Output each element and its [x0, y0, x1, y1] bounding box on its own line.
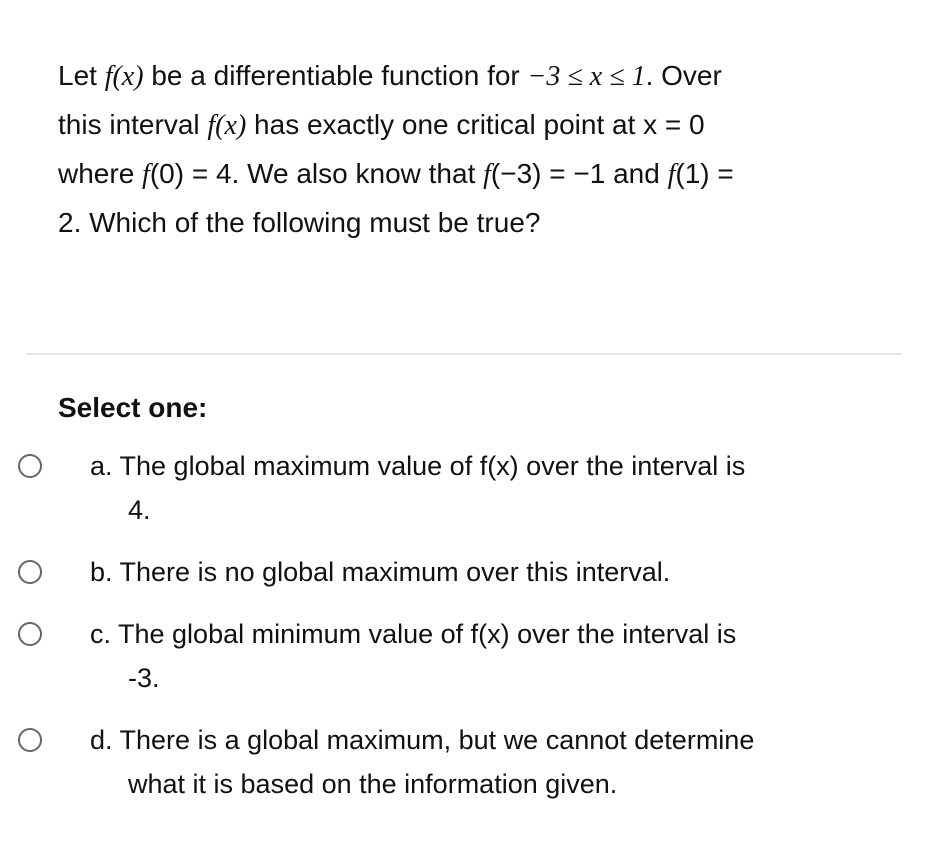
math-f: f	[667, 159, 676, 190]
math-fx: f(x)	[207, 110, 247, 141]
option-b-text[interactable]: b. There is no global maximum over this interval.	[90, 557, 671, 587]
option-a-text[interactable]: a. The global maximum value of f(x) over the interval is 4.	[90, 451, 746, 525]
math-f: f	[142, 159, 150, 190]
math-f: f	[483, 159, 491, 190]
question-line-1: Let f(x) be a differentiable function for −3 ≤ x ≤ 1. Over	[58, 60, 722, 92]
radio-button-b[interactable]	[18, 560, 42, 584]
radio-button-d[interactable]	[18, 728, 42, 752]
math-interval: −3 ≤ x ≤ 1	[527, 61, 646, 92]
question-line-2: this interval f(x) has exactly one critical point at x = 0	[58, 109, 705, 141]
option-c-text[interactable]: c. The global minimum value of f(x) over the interval is -3.	[90, 619, 737, 693]
section-divider	[26, 353, 902, 355]
radio-button-a[interactable]	[18, 454, 42, 478]
radio-button-c[interactable]	[18, 622, 42, 646]
select-one-label: Select one:	[58, 392, 208, 423]
question-line-4: 2. Which of the following must be true?	[58, 207, 541, 238]
option-d-text[interactable]: d. There is a global maximum, but we cannot determine what it is based on the information given.	[90, 725, 755, 799]
question-line-3: where f(0) = 4. We also know that f(−3) = −1 and f(1) =	[58, 158, 734, 190]
math-fx: f(x)	[104, 61, 144, 92]
question-text	[58, 52, 868, 247]
